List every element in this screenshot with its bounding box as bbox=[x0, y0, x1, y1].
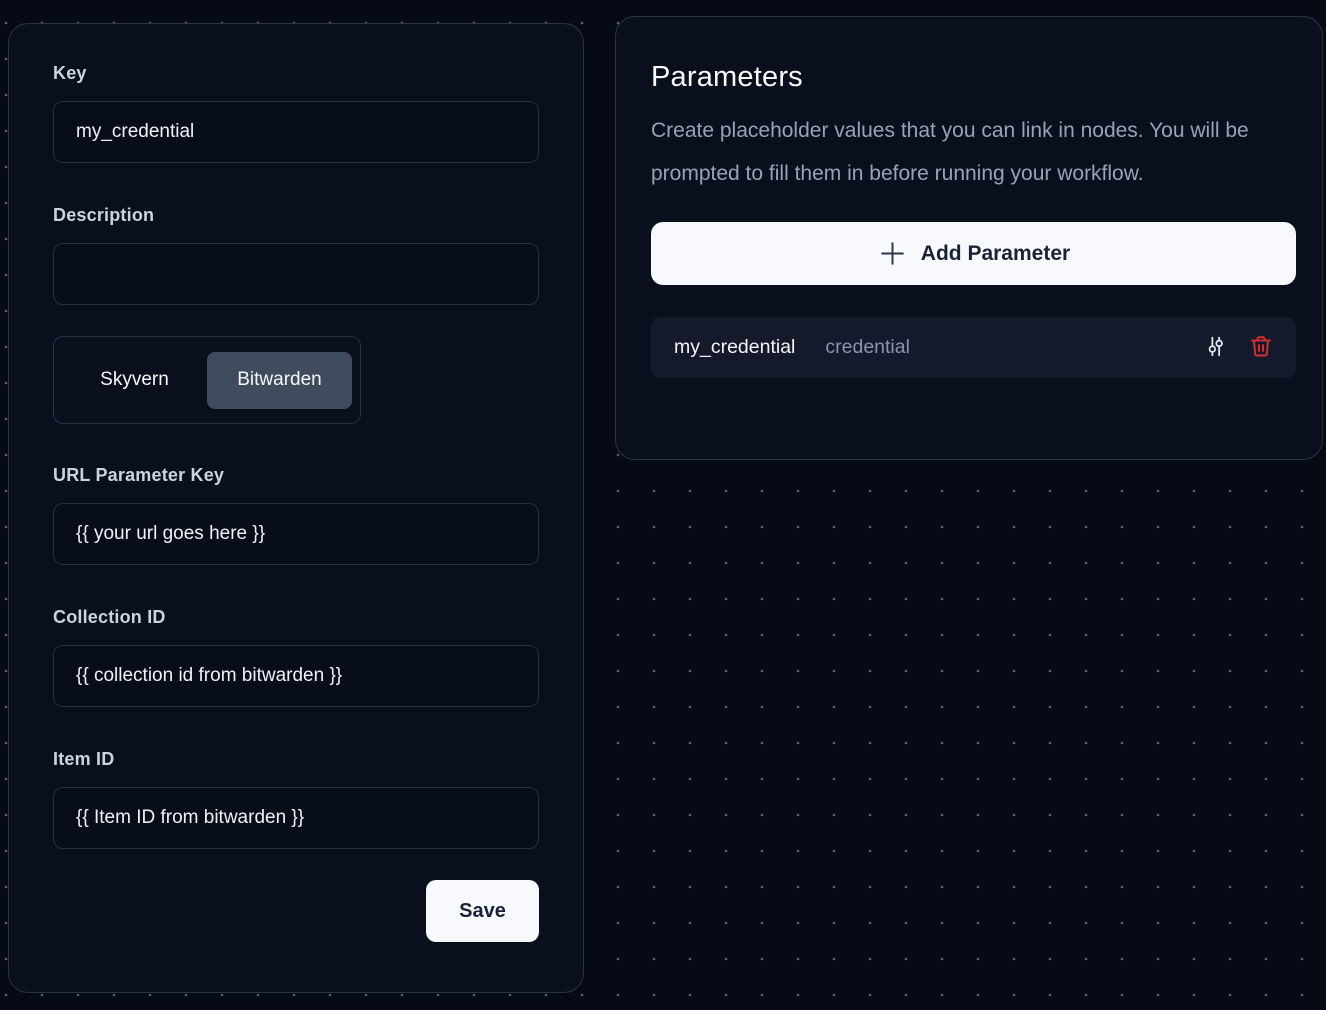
add-parameter-label: Add Parameter bbox=[920, 241, 1071, 265]
parameter-type: credential bbox=[825, 336, 910, 358]
parameters-panel bbox=[615, 16, 1323, 460]
collection-id-input[interactable] bbox=[53, 645, 539, 707]
url-parameter-key-label: URL Parameter Key bbox=[53, 465, 225, 485]
toggle-option-bitwarden[interactable]: Bitwarden bbox=[207, 352, 352, 409]
parameters-title: Parameters bbox=[651, 61, 803, 93]
key-input[interactable] bbox=[53, 101, 539, 163]
sliders-icon bbox=[1203, 334, 1228, 362]
item-id-label: Item ID bbox=[53, 749, 115, 769]
description-label: Description bbox=[53, 205, 155, 225]
parameter-name: my_credential bbox=[674, 336, 796, 358]
url-parameter-key-input[interactable] bbox=[53, 503, 539, 565]
credential-source-toggle bbox=[53, 336, 361, 424]
description-input[interactable] bbox=[53, 243, 539, 305]
edit-parameter-button[interactable] bbox=[1203, 334, 1228, 362]
collection-id-label: Collection ID bbox=[53, 607, 166, 627]
trash-icon bbox=[1249, 334, 1273, 362]
toggle-option-skyvern[interactable]: Skyvern bbox=[62, 352, 207, 409]
add-parameter-button[interactable] bbox=[651, 222, 1296, 285]
plus-icon bbox=[877, 238, 908, 269]
credential-editor-panel bbox=[8, 23, 584, 993]
parameter-actions bbox=[1203, 334, 1273, 362]
item-id-input[interactable] bbox=[53, 787, 539, 849]
delete-parameter-button[interactable] bbox=[1249, 334, 1273, 362]
save-row bbox=[53, 880, 539, 942]
parameter-row bbox=[651, 317, 1296, 378]
key-label: Key bbox=[53, 63, 87, 83]
save-button[interactable]: Save bbox=[426, 880, 539, 942]
parameters-description: Create placeholder values that you can link in nodes. You will be prompted to fill them in before running your workflow. bbox=[651, 119, 1249, 185]
